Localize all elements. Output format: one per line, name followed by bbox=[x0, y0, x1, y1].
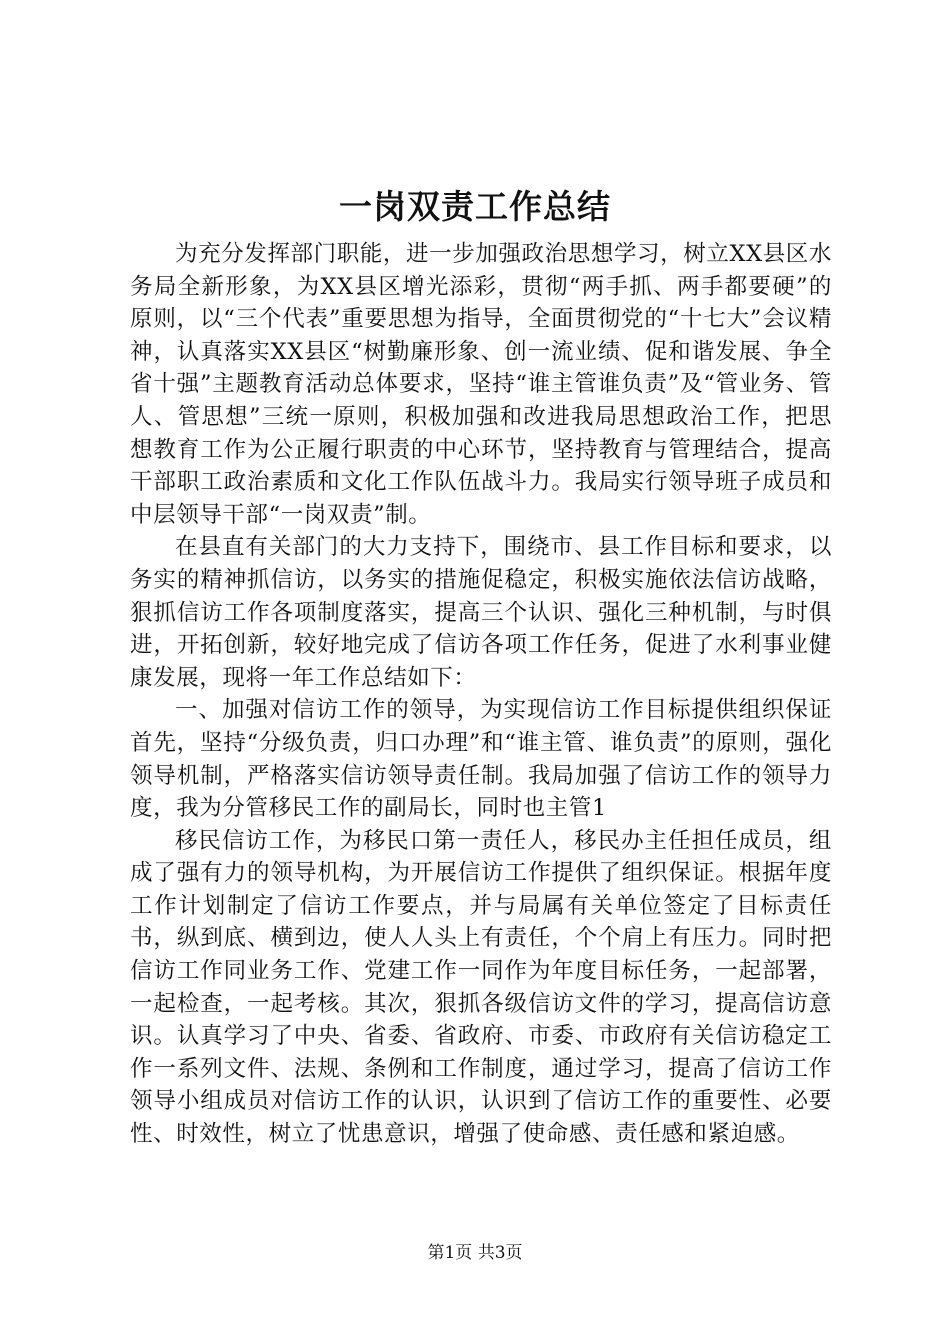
paragraph-intro: 为充分发挥部门职能，进一步加强政治思想学习，树立XX县区水务局全新形象，为XX县区增光添彩，贯彻“两手抓、两手都要硬”的原则，以“三个代表”重要思想为指导，全面贯彻党的“十七大”会议精神，认真落实XX县区“树勤廉形象、创一流业绩、促和谐发展、争全省十强”主题教育活动总体要求，坚持“谁主管谁负责”及“管业务、管人、管思想”三统一原则，积极加强和改进我局思想政治工作，把思想教育工作为公正履行职责的中心环节，坚持教育与管理结合，提高干部职工政治素质和文化工作队伍战斗力。我局实行领导班子成员和中层领导干部“一岗双责”制。 bbox=[130, 241, 832, 528]
document-body bbox=[130, 238, 832, 1151]
page-footer: 第1页 共3页 bbox=[427, 1243, 523, 1263]
document-title: 一岗双责工作总结 bbox=[339, 187, 611, 226]
paragraph-section-one: 一、加强对信访工作的领导，为实现信访工作目标提供组织保证首先，坚持“分级负责，归口办理”和“谁主管、谁负责”的原则，强化领导机制，严格落实信访领导责任制。我局加强了信访工作的领导力度，我为分管移民工作的副局长，同时也主管1 bbox=[130, 697, 832, 822]
paragraph-support: 在县直有关部门的大力支持下，围绕市、县工作目标和要求，以务实的精神抓信访，以务实的措施促稳定，积极实施依法信访战略，狠抓信访工作各项制度落实，提高三个认识、强化三种机制，与时俱进，开拓创新，较好地完成了信访各项工作任务，促进了水利事业健康发展，现将一年工作总结如下： bbox=[130, 534, 832, 691]
paragraph-resettlement: 移民信访工作，为移民口第一责任人，移民办主任担任成员，组成了强有力的领导机构，为开展信访工作提供了组织保证。根据年度工作计划制定了信访工作要点，并与局属有关单位签定了目标责任书，纵到底、横到边，使人人头上有责任，个个肩上有压力。同时把信访工作同业务工作、党建工作一同作为年度目标任务，一起部署，一起检查，一起考核。其次，狠抓各级信访文件的学习，提高信访意识。认真学习了中央、省委、省政府、市委、市政府有关信访稳定工作一系列文件、法规、条例和工作制度，通过学习，提高了信访工作领导小组成员对信访工作的认识，认识到了信访工作的重要性、必要性、时效性，树立了忧患意识，增强了使命感、责任感和紧迫感。 bbox=[130, 827, 832, 1148]
